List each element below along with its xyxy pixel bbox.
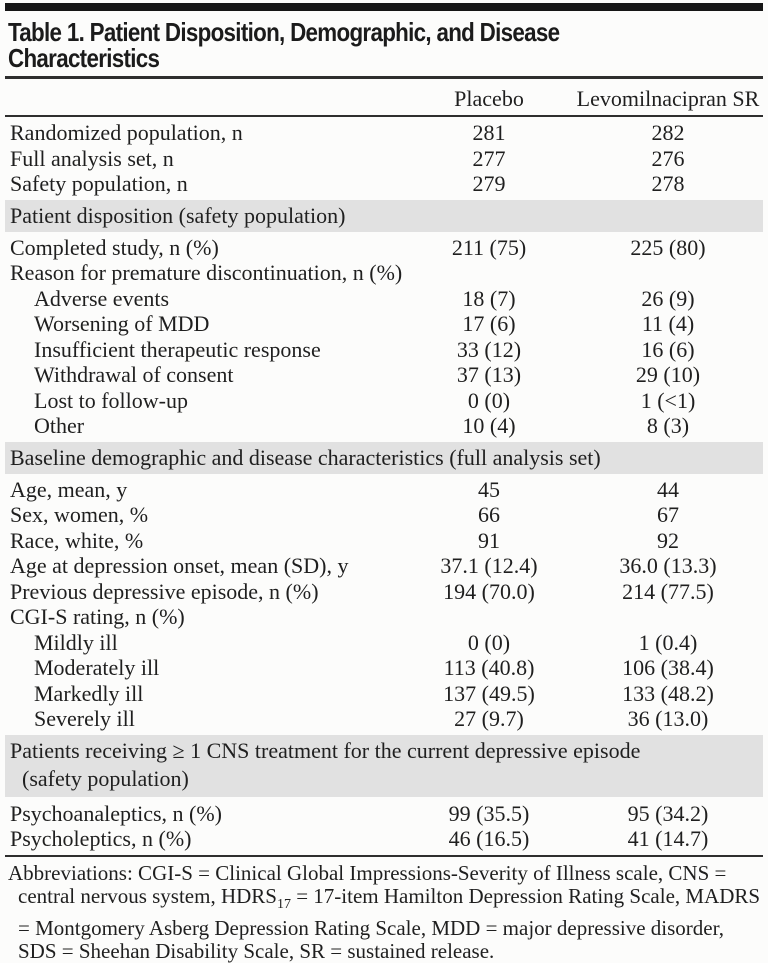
- table-row: [5, 502, 763, 528]
- column-header-placebo: Placebo: [454, 86, 524, 111]
- table-row: [5, 120, 763, 146]
- table-row: [5, 655, 763, 681]
- levo-value: 95 (34.2): [627, 800, 709, 826]
- placebo-value: 99 (35.5): [448, 800, 530, 826]
- levo-value: 282: [651, 120, 685, 145]
- placebo-value: 45: [478, 476, 500, 502]
- table-row: [5, 579, 763, 605]
- table-top-border: [5, 3, 763, 11]
- placebo-value: 27 (9.7): [454, 706, 524, 731]
- footnote-subscript: 17: [276, 897, 291, 913]
- section-header-baseline-demographics: Baseline demographic and disease characteristics (full analysis set): [5, 442, 763, 474]
- table-row: [5, 388, 763, 414]
- row-label: Mildly ill: [34, 629, 118, 655]
- placebo-value: 17 (6): [462, 311, 516, 336]
- levo-value: 1 (<1): [640, 387, 696, 413]
- placebo-value: 33 (12): [456, 336, 522, 362]
- table-row: [5, 681, 763, 707]
- section-header-line2: (safety population): [22, 765, 189, 791]
- table-row: [5, 311, 763, 337]
- placebo-value: 37.1 (12.4): [440, 553, 538, 578]
- footnote-text-part2: = 17-item Hamilton Depression Rating Scale, MADRS = Montgomery Asberg Depression Rating Scale, MDD = major depressive disorder, SDS = Sheehan Disability Scale, SR = sustained release.: [18, 884, 761, 963]
- row-label: Sex, women, %: [10, 502, 149, 527]
- table-row: [5, 413, 763, 439]
- placebo-value: 66: [478, 502, 500, 527]
- row-label: Psycholeptics, n (%): [10, 826, 192, 851]
- table-title: Table 1. Patient Disposition, Demographic, and Disease Characteristics: [8, 17, 560, 73]
- placebo-value: 194 (70.0): [443, 578, 535, 604]
- table-row: [5, 362, 763, 388]
- table-row: [5, 826, 763, 852]
- placebo-value: 137 (49.5): [443, 680, 535, 706]
- table-row: [5, 528, 763, 554]
- levo-value: 36.0 (13.3): [619, 553, 717, 578]
- levo-value: 26 (9): [641, 285, 695, 311]
- row-label: Other: [34, 413, 85, 438]
- levo-value: 11 (4): [641, 311, 695, 336]
- table-row: [5, 477, 763, 503]
- section-header-patient-disposition: Patient disposition (safety population): [5, 200, 763, 232]
- section-header-line1: Patients receiving ≥ 1 CNS treatment for the current depressive episode: [10, 737, 641, 763]
- placebo-value: 18 (7): [462, 285, 516, 311]
- column-header-row: [5, 79, 763, 115]
- table-row: [5, 171, 763, 197]
- levo-value: 1 (0.4): [638, 629, 698, 655]
- table-row: [5, 553, 763, 579]
- levo-value: 29 (10): [635, 362, 701, 387]
- row-label: Safety population, n: [10, 171, 188, 196]
- row-label: Age at depression onset, mean (SD), y: [10, 553, 349, 578]
- placebo-value: 46 (16.5): [448, 826, 530, 851]
- levo-value: 278: [651, 171, 685, 196]
- placebo-value: 10 (4): [462, 413, 516, 438]
- levo-value: 276: [651, 145, 685, 171]
- row-label: Age, mean, y: [10, 476, 128, 502]
- placebo-value: 281: [472, 120, 506, 145]
- row-label: Withdrawal of consent: [34, 362, 234, 387]
- levo-value: 44: [657, 476, 679, 502]
- row-label: Lost to follow-up: [34, 387, 188, 413]
- table-row: [5, 706, 763, 732]
- column-header-levomilnacipran: Levomilnacipran SR: [576, 86, 760, 111]
- levo-value: 133 (48.2): [622, 680, 714, 706]
- levo-value: 16 (6): [641, 336, 695, 362]
- row-label: Race, white, %: [10, 527, 144, 553]
- row-label: Randomized population, n: [10, 120, 243, 145]
- placebo-value: 0 (0): [467, 387, 511, 413]
- table-row: [5, 801, 763, 827]
- table-row: [5, 337, 763, 363]
- table-row: [5, 260, 763, 286]
- placebo-value: 211 (75): [451, 234, 527, 260]
- levo-value: 67: [657, 502, 679, 527]
- levo-value: 106 (38.4): [622, 655, 714, 680]
- section-header-cns-treatment: [5, 735, 763, 797]
- table-row: [5, 604, 763, 630]
- placebo-value: 37 (13): [456, 362, 522, 387]
- placebo-value: 277: [472, 145, 506, 171]
- table-row: [5, 630, 763, 656]
- row-label: Reason for premature discontinuation, n (%): [10, 260, 403, 285]
- row-label: Adverse events: [34, 285, 170, 311]
- row-label: Psychoanaleptics, n (%): [10, 800, 222, 826]
- table-row: [5, 235, 763, 261]
- placebo-value: 113 (40.8): [443, 655, 535, 680]
- row-label: CGI-S rating, n (%): [10, 604, 185, 629]
- placebo-value: 279: [472, 171, 506, 196]
- table-row: [5, 286, 763, 312]
- levo-value: 41 (14.7): [627, 826, 709, 851]
- row-label: Previous depressive episode, n (%): [10, 578, 319, 604]
- levo-value: 36 (13.0): [627, 706, 709, 731]
- table-row: [5, 146, 763, 172]
- row-label: Completed study, n (%): [10, 234, 219, 260]
- row-label: Moderately ill: [34, 655, 160, 680]
- row-label: Insufficient therapeutic response: [34, 336, 321, 362]
- levo-value: 225 (80): [630, 234, 706, 260]
- row-label: Markedly ill: [34, 680, 144, 706]
- row-label: Worsening of MDD: [34, 311, 210, 336]
- placebo-value: 0 (0): [467, 629, 511, 655]
- footnote-text-part1: Abbreviations: CGI-S = Clinical Global Impressions-Severity of Illness scale, CNS = central nervous system, HDRS: [8, 860, 727, 908]
- row-label: Severely ill: [34, 706, 135, 731]
- levo-value: 8 (3): [646, 413, 690, 438]
- row-label: Full analysis set, n: [10, 145, 174, 171]
- abbreviations-footnote: [5, 857, 763, 963]
- levo-value: 214 (77.5): [622, 578, 714, 604]
- placebo-value: 91: [478, 527, 500, 553]
- levo-value: 92: [657, 527, 679, 553]
